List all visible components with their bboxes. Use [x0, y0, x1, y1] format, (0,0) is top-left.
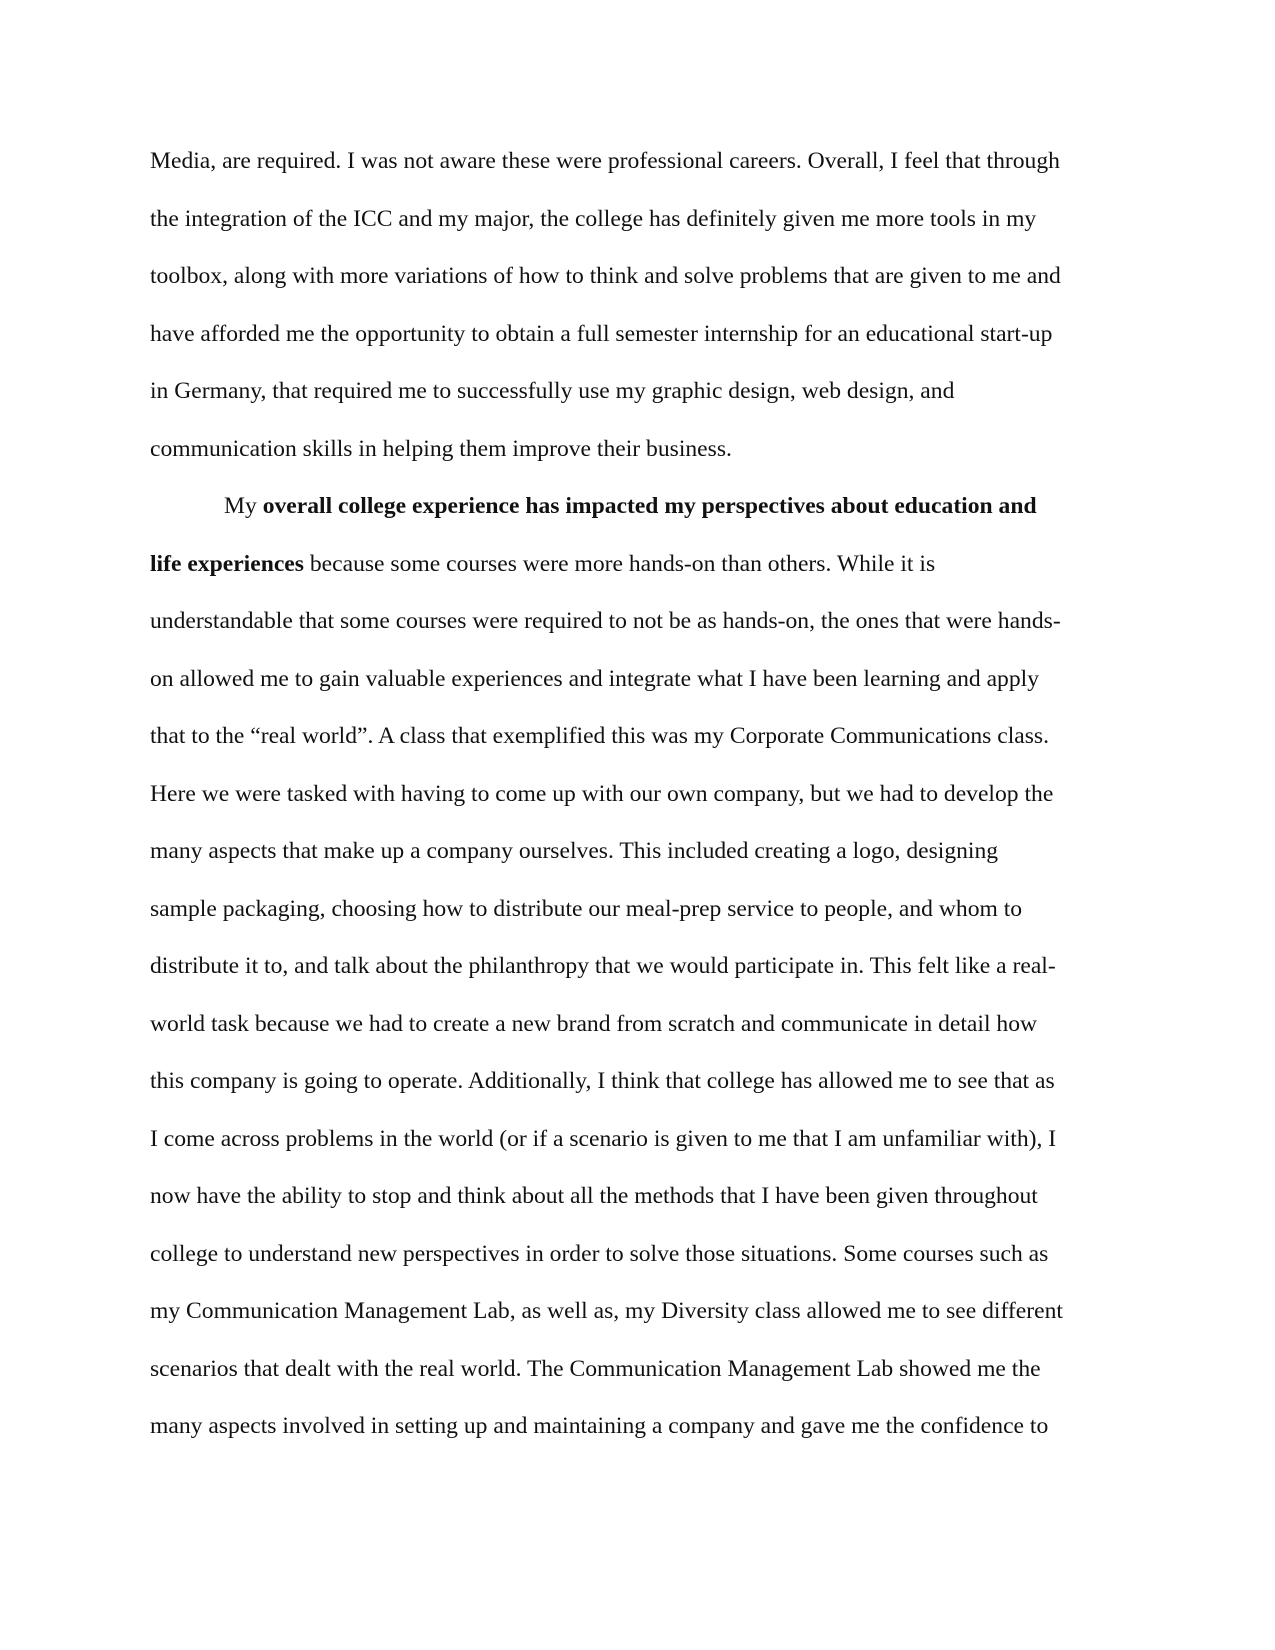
- bold-phrase-part-1: overall college experience has impacted my perspectives about education and: [262, 493, 1037, 519]
- text-line: this company is going to operate. Additionally, I think that college has allowed me to see that as: [150, 1068, 1055, 1094]
- bold-phrase-part-2: life experiences: [150, 550, 304, 577]
- text-line: have afforded me the opportunity to obtain a full semester internship for an educational start-up: [150, 320, 1053, 347]
- text-line: college to understand new perspectives in order to solve those situations. Some courses such as: [150, 1240, 1049, 1267]
- text-line: on allowed me to gain valuable experiences and integrate what I have been learning and apply: [150, 665, 1039, 692]
- text-line: toolbox, along with more variations of how to think and solve problems that are given to me and: [150, 263, 1061, 289]
- text-line: the integration of the ICC and my major, the college has definitely given me more tools in my: [150, 205, 1037, 232]
- text-line: now have the ability to stop and think about all the methods that I have been given throughout: [150, 1183, 1038, 1209]
- text-line: that to the “real world”. A class that exemplified this was my Corporate Communications class.: [150, 723, 1049, 749]
- text-line: communication skills in helping them improve their business.: [150, 435, 732, 462]
- text-line: in Germany, that required me to successfully use my graphic design, web design, and: [150, 378, 955, 404]
- text-line: I come across problems in the world (or if a scenario is given to me that I am unfamiliar with), I: [150, 1125, 1057, 1152]
- text-line: [150, 541, 1130, 599]
- paragraph-2: [150, 483, 1130, 1461]
- text-line: many aspects that make up a company ourselves. This included creating a logo, designing: [150, 838, 999, 864]
- text-line: understandable that some courses were required to not be as hands-on, the ones that were hands-: [150, 608, 1061, 634]
- paragraph-lead-text: My: [224, 493, 263, 519]
- text-line: Here we were tasked with having to come up with our own company, but we had to develop the: [150, 780, 1054, 807]
- text-line: my Communication Management Lab, as well as, my Diversity class allowed me to see different: [150, 1298, 1063, 1324]
- text-line: Media, are required. I was not aware these were professional careers. Overall, I feel that through: [150, 148, 1060, 174]
- text-line: world task because we had to create a new brand from scratch and communicate in detail how: [150, 1010, 1038, 1037]
- body-text: [150, 138, 1130, 1461]
- text-line: distribute it to, and talk about the philanthropy that we would participate in. This felt like a real-: [150, 953, 1056, 979]
- text-line-indented: [150, 483, 1130, 541]
- text-line: sample packaging, choosing how to distribute our meal-prep service to people, and whom to: [150, 895, 1023, 922]
- text-line: many aspects involved in setting up and maintaining a company and gave me the confidence to: [150, 1413, 1049, 1439]
- line-rest-text: because some courses were more hands-on than others. While it is: [303, 550, 936, 577]
- paragraph-1: [150, 138, 1130, 483]
- text-line: scenarios that dealt with the real world. The Communication Management Lab showed me the: [150, 1355, 1041, 1382]
